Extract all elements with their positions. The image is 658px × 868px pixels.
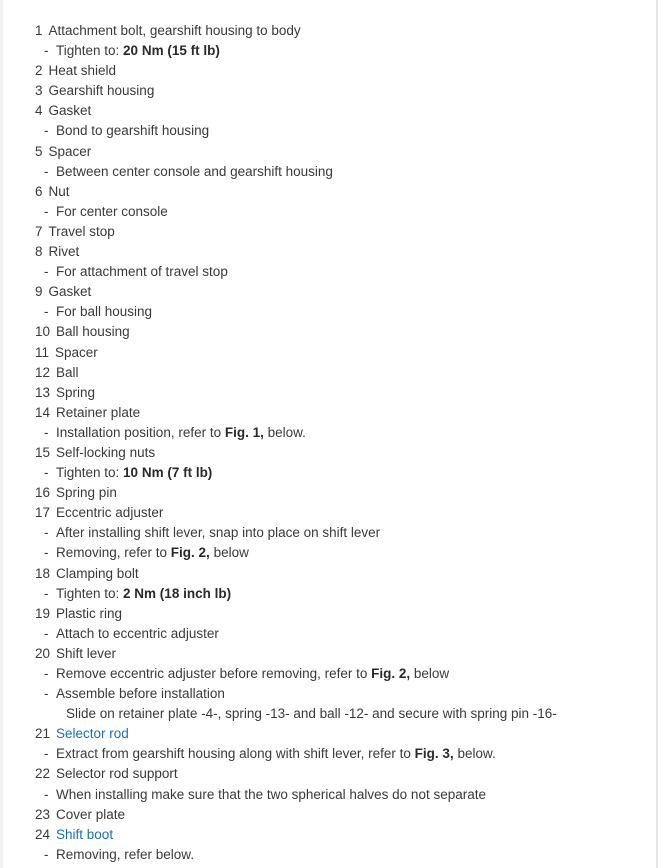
part-item [35, 443, 648, 463]
instruction-text: Remove eccentric adjuster before removing, refer to [56, 666, 372, 681]
bullet-dash: - [44, 686, 49, 702]
part-item [35, 483, 648, 503]
instruction-emphasis: Fig. 2, [170, 545, 210, 561]
part-item [35, 564, 648, 584]
instruction-text-tail: below. [453, 746, 496, 762]
part-item [35, 282, 648, 302]
instruction-text: For center console [56, 203, 168, 219]
part-instruction [35, 463, 648, 483]
part-instruction [35, 202, 648, 222]
bullet-dash: - [44, 123, 49, 139]
instruction-text: Tighten to: [56, 465, 124, 481]
part-number: 18 [35, 565, 51, 581]
instruction-text: Removing, refer to [56, 545, 171, 561]
part-label: Selector rod support [56, 766, 178, 782]
part-item [35, 825, 648, 845]
part-label: Plastic ring [56, 605, 123, 621]
instruction-emphasis: 2 Nm (18 inch lb) [123, 585, 232, 601]
part-item [35, 764, 648, 784]
part-label: Travel stop [48, 223, 115, 239]
bullet-dash: - [44, 465, 49, 481]
part-instruction [35, 684, 648, 704]
bullet-dash: - [44, 163, 49, 179]
part-number: 6 [35, 183, 43, 199]
part-item [35, 81, 648, 101]
parts-list [35, 21, 648, 865]
instruction-text: Between center console and gearshift housing [56, 163, 333, 179]
bullet-dash: - [44, 666, 49, 681]
part-label: Attachment bolt, gearshift housing to body [48, 23, 301, 38]
bullet-dash: - [44, 525, 49, 541]
bullet-dash: - [44, 545, 49, 561]
part-instruction [35, 121, 648, 141]
part-instruction [35, 664, 648, 684]
part-number: 12 [35, 364, 51, 380]
part-number: 21 [35, 726, 51, 742]
instruction-text: Extract from gearshift housing along with shift lever, refer to [56, 746, 415, 762]
instruction-text-tail: below [209, 545, 249, 561]
instruction-text: After installing shift lever, snap into place on shift lever [56, 525, 381, 541]
part-label: Heat shield [48, 63, 117, 79]
instruction-emphasis: Fig. 2, [371, 666, 411, 681]
part-number: 5 [35, 143, 43, 159]
note-text: Slide on retainer plate -4-, spring -13- and ball -12- and secure with spring pin -16- [66, 706, 557, 722]
part-item [35, 724, 648, 744]
part-number: 4 [35, 103, 43, 119]
instruction-text: Tighten to: [56, 43, 124, 59]
part-number: 17 [35, 505, 51, 521]
part-number: 20 [35, 645, 51, 661]
part-instruction [35, 543, 648, 563]
part-number: 24 [35, 826, 51, 842]
part-instruction [35, 423, 648, 443]
part-label: Spring pin [56, 485, 117, 501]
instruction-text: Attach to eccentric adjuster [56, 625, 219, 641]
bullet-dash: - [44, 304, 49, 320]
part-item [35, 61, 648, 81]
instruction-text: When installing make sure that the two spherical halves do not separate [56, 786, 486, 802]
part-label: Shift lever [56, 645, 117, 661]
part-label: Rivet [48, 244, 80, 260]
left-border [0, 0, 3, 868]
instruction-text: Bond to gearshift housing [56, 123, 210, 139]
part-item [35, 503, 648, 523]
part-link[interactable]: Shift boot [56, 826, 114, 842]
instruction-emphasis: Fig. 3, [414, 746, 454, 762]
part-instruction [35, 41, 648, 61]
part-label: Ball [56, 364, 79, 380]
instruction-emphasis: Fig. 1, [224, 424, 264, 440]
part-number: 23 [35, 806, 51, 822]
instruction-text: For ball housing [56, 304, 153, 320]
part-number: 13 [35, 384, 51, 400]
part-number: 11 [35, 344, 50, 360]
instruction-text-tail: below. [263, 424, 306, 440]
part-label: Gearshift housing [48, 83, 155, 99]
part-item [35, 644, 648, 664]
part-number: 15 [35, 444, 51, 460]
part-label: Self-locking nuts [56, 444, 156, 460]
instruction-text: Assemble before installation [56, 686, 225, 702]
bullet-dash: - [44, 585, 49, 601]
part-number: 8 [35, 244, 43, 260]
part-link[interactable]: Selector rod [56, 726, 129, 742]
part-label: Nut [48, 183, 70, 199]
part-item [35, 101, 648, 121]
part-number: 14 [35, 404, 51, 420]
part-instruction [35, 523, 648, 543]
part-number: 2 [35, 63, 43, 79]
instruction-emphasis: 20 Nm (15 ft lb) [123, 43, 220, 59]
bullet-dash: - [44, 786, 49, 802]
part-label: Gasket [48, 284, 92, 300]
instruction-text: Removing, refer below. [56, 846, 195, 862]
instruction-text: Installation position, refer to [56, 424, 225, 440]
instruction-text: For attachment of travel stop [56, 264, 228, 280]
part-item [35, 343, 648, 363]
part-label: Eccentric adjuster [56, 505, 164, 521]
part-number: 3 [35, 83, 43, 99]
bullet-dash: - [44, 424, 49, 440]
part-label: Spacer [48, 143, 92, 159]
part-item [35, 21, 648, 41]
part-number: 22 [35, 766, 51, 782]
part-label: Retainer plate [56, 404, 141, 420]
part-instruction [35, 302, 648, 322]
part-item [35, 383, 648, 403]
part-instruction [35, 584, 648, 604]
part-instruction [35, 785, 648, 805]
part-number: 7 [35, 223, 43, 239]
part-item [35, 182, 648, 202]
part-instruction [35, 845, 648, 865]
part-item [35, 403, 648, 423]
part-label: Spacer [55, 344, 98, 360]
part-number: 16 [35, 485, 51, 501]
part-label: Gasket [48, 103, 92, 119]
part-label: Cover plate [56, 806, 126, 822]
part-number: 19 [35, 605, 51, 621]
bullet-dash: - [44, 203, 49, 219]
bullet-dash: - [44, 625, 49, 641]
assembly-note [35, 704, 648, 724]
part-item [35, 363, 648, 383]
part-label: Ball housing [56, 324, 130, 340]
bullet-dash: - [44, 746, 49, 762]
part-item [35, 604, 648, 624]
instruction-text-tail: below [410, 666, 450, 681]
part-number: 10 [35, 324, 51, 340]
part-item [35, 222, 648, 242]
instruction-text: Tighten to: [56, 585, 124, 601]
part-instruction [35, 162, 648, 182]
part-label: Spring [56, 384, 96, 400]
part-item [35, 142, 648, 162]
part-label: Clamping bolt [56, 565, 139, 581]
instruction-emphasis: 10 Nm (7 ft lb) [123, 465, 213, 481]
part-instruction [35, 744, 648, 764]
part-number: 1 [35, 23, 43, 38]
part-instruction [35, 624, 648, 644]
bullet-dash: - [44, 846, 49, 862]
part-number: 9 [35, 284, 43, 300]
part-instruction [35, 262, 648, 282]
bullet-dash: - [44, 264, 49, 280]
part-item [35, 242, 648, 262]
part-item [35, 322, 648, 342]
part-item [35, 805, 648, 825]
bullet-dash: - [44, 43, 49, 59]
